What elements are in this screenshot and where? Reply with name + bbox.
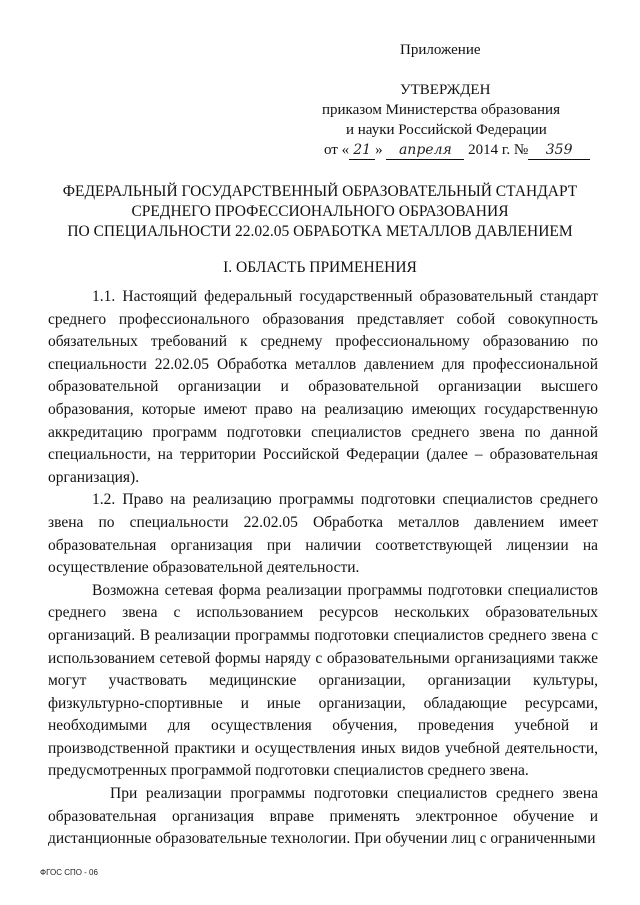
order-date-line <box>300 140 600 160</box>
approval-block <box>300 40 600 160</box>
section-heading: I. ОБЛАСТЬ ПРИМЕНЕНИЯ <box>223 259 417 276</box>
paragraph-network-form: Возможна сетевая форма реализации программы подготовки специалистов среднего звена с использованием ресурсов нескольких образовательных организаций. В реализации программы подготовки специалистов среднего звена с использованием сетевой формы наряду с образовательными организациями также могут участвовать медицинские организации, организации культуры, физкультурно-спортивные и иные организации, обладающие ресурсами, необходимыми для осуществления обучения, проведения учебной и производственной практики и осуществления иных видов учебной деятельности, предусмотренных программой подготовки специалистов среднего звена. <box>48 581 598 780</box>
title-line-2: СРЕДНЕГО ПРОФЕССИОНАЛЬНОГО ОБРАЗОВАНИЯ <box>131 203 509 220</box>
paragraph-1-2: 1.2. Право на реализацию программы подготовки специалистов среднего звена по специальности 22.02.05 Обработка металлов давлением имеет образовательная организация при наличии соответствующей лицензии на осуществление образовательной деятельности. <box>48 491 598 577</box>
paragraph-1-1: 1.1. Настоящий федеральный государственный образовательный стандарт среднего профессионального образования представляет собой совокупность обязательных требований к среднему профессиональному образованию по специальности 22.02.05 Обработка металлов давлением для профессиональной образовательной организации и образовательной организации высшего образования, которые имеют право на реализацию имеющих государственную аккредитацию программ подготовки специалистов среднего звена по данной специальности, на территории Российской Федерации (далее – образовательная организация). <box>48 288 598 486</box>
date-year: 2014 г. № <box>468 142 529 158</box>
paragraph-e-learning: При реализации программы подготовки специалистов среднего звена образовательная организация вправе применять электронное обучение и дистанционные образовательные технологии. При обучении лиц с ограниченными <box>48 785 598 848</box>
document-title <box>40 182 600 242</box>
order-line-1: приказом Министерства образования <box>322 102 560 118</box>
date-day-handwritten: 21 <box>349 142 375 160</box>
date-mid: » <box>375 142 383 158</box>
approved-label: УТВЕРЖДЕН <box>400 82 491 98</box>
section-body <box>48 286 598 851</box>
appendix-label: Приложение <box>400 42 481 58</box>
footer-code: ФГОС СПО - 06 <box>40 868 98 877</box>
title-line-1: ФЕДЕРАЛЬНЫЙ ГОСУДАРСТВЕННЫЙ ОБРАЗОВАТЕЛЬНЫЙ СТАНДАРТ <box>62 183 578 200</box>
order-number-handwritten: 359 <box>528 142 590 160</box>
order-line-2: и науки Российской Федерации <box>346 122 547 138</box>
title-line-3: ПО СПЕЦИАЛЬНОСТИ 22.02.05 ОБРАБОТКА МЕТАЛЛОВ ДАВЛЕНИЕМ <box>67 223 573 240</box>
date-prefix: от « <box>324 142 350 158</box>
date-month-handwritten: апреля <box>386 142 464 160</box>
